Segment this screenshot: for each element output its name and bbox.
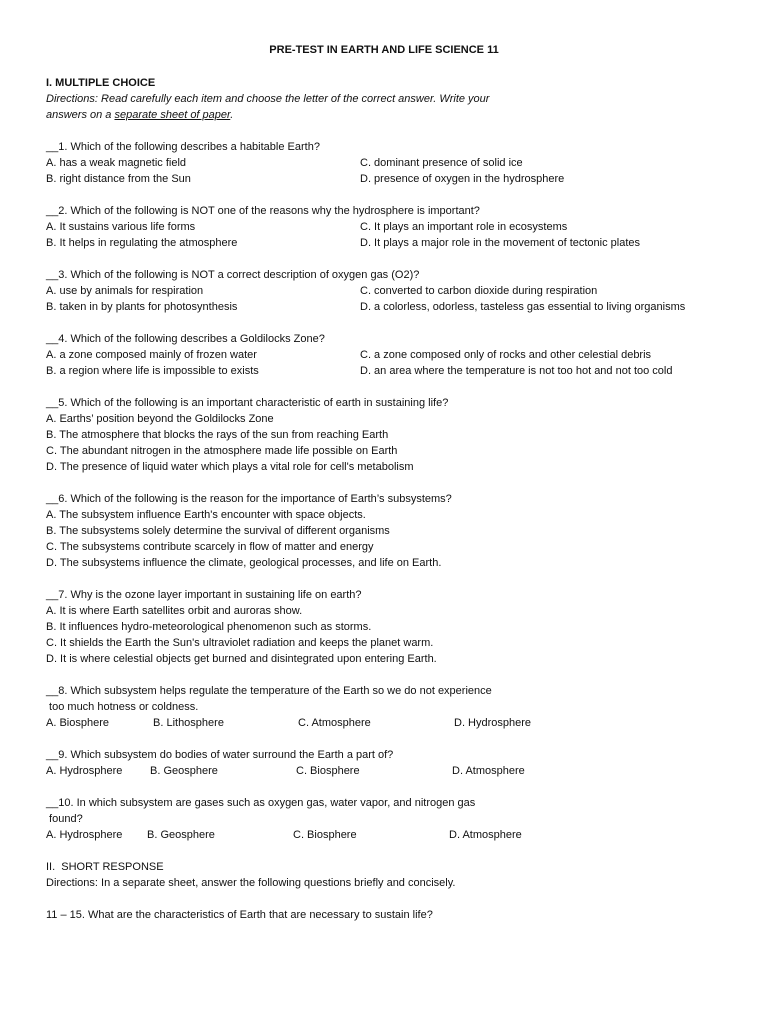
q10-option-b: B. Geosphere bbox=[147, 829, 215, 841]
q4-option-b: B. a region where life is impossible to exists bbox=[46, 365, 259, 377]
section1-directions-line1: Directions: Read carefully each item and choose the letter of the correct answer. Write your bbox=[46, 93, 490, 105]
q11-15-prompt: 11 – 15. What are the characteristics of Earth that are necessary to sustain life? bbox=[46, 909, 433, 921]
q7-stem: __7. Why is the ozone layer important in sustaining life on earth? bbox=[46, 589, 362, 601]
q3-option-d: D. a colorless, odorless, tasteless gas essential to living organisms bbox=[360, 301, 686, 313]
q7-option-c: C. It shields the Earth the Sun's ultraviolet radiation and keeps the planet warm. bbox=[46, 637, 434, 649]
q3-option-c: C. converted to carbon dioxide during respiration bbox=[360, 285, 598, 297]
q1-option-a: A. has a weak magnetic field bbox=[46, 157, 187, 169]
q10-option-d: D. Atmosphere bbox=[449, 829, 522, 841]
q7-option-b: B. It influences hydro-meteorological phenomenon such as storms. bbox=[46, 621, 372, 633]
q6-stem: __6. Which of the following is the reason for the importance of Earth’s subsystems? bbox=[46, 493, 452, 505]
q10-stem-line2: found? bbox=[46, 813, 83, 825]
q5-option-b: B. The atmosphere that blocks the rays of the sun from reaching Earth bbox=[46, 429, 389, 441]
q9-stem: __9. Which subsystem do bodies of water surround the Earth a part of? bbox=[46, 749, 394, 761]
directions-text: answers on a bbox=[46, 109, 115, 121]
q8-stem-line1: __8. Which subsystem helps regulate the temperature of the Earth so we do not experience bbox=[46, 685, 492, 697]
q1-option-c: C. dominant presence of solid ice bbox=[360, 157, 523, 169]
q4-option-a: A. a zone composed mainly of frozen water bbox=[46, 349, 257, 361]
q6-option-a: A. The subsystem influence Earth's encounter with space objects. bbox=[46, 509, 366, 521]
q6-option-b: B. The subsystems solely determine the survival of different organisms bbox=[46, 525, 390, 537]
q8-option-a: A. Biosphere bbox=[46, 717, 109, 729]
page-title: PRE-TEST IN EARTH AND LIFE SCIENCE 11 bbox=[269, 44, 499, 56]
q4-stem: __4. Which of the following describes a Goldilocks Zone? bbox=[46, 333, 325, 345]
q5-option-c: C. The abundant nitrogen in the atmosphere made life possible on Earth bbox=[46, 445, 398, 457]
q9-option-b: B. Geosphere bbox=[150, 765, 218, 777]
section2-heading: II. SHORT RESPONSE bbox=[46, 861, 164, 873]
q2-option-d: D. It plays a major role in the movement of tectonic plates bbox=[360, 237, 641, 249]
q9-option-d: D. Atmosphere bbox=[452, 765, 525, 777]
q7-option-d: D. It is where celestial objects get burned and disintegrated upon entering Earth. bbox=[46, 653, 437, 665]
separate-sheet-underlined: separate sheet of paper bbox=[114, 109, 231, 121]
q1-stem: __1. Which of the following describes a habitable Earth? bbox=[46, 141, 320, 153]
q9-option-a: A. Hydrosphere bbox=[46, 765, 123, 777]
q2-option-b: B. It helps in regulating the atmosphere bbox=[46, 237, 238, 249]
q2-option-c: C. It plays an important role in ecosystems bbox=[360, 221, 568, 233]
q2-stem: __2. Which of the following is NOT one of the reasons why the hydrosphere is important? bbox=[46, 205, 480, 217]
q5-option-d: D. The presence of liquid water which plays a vital role for cell's metabolism bbox=[46, 461, 414, 473]
q3-stem: __3. Which of the following is NOT a correct description of oxygen gas (O2)? bbox=[46, 269, 420, 281]
q8-option-b: B. Lithosphere bbox=[153, 717, 224, 729]
q10-stem-line1: __10. In which subsystem are gases such as oxygen gas, water vapor, and nitrogen gas bbox=[46, 797, 476, 809]
q1-option-d: D. presence of oxygen in the hydrosphere bbox=[360, 173, 565, 185]
q4-option-d: D. an area where the temperature is not too hot and not too cold bbox=[360, 365, 673, 377]
q5-stem: __5. Which of the following is an important characteristic of earth in sustaining life? bbox=[46, 397, 449, 409]
q4-option-c: C. a zone composed only of rocks and other celestial debris bbox=[360, 349, 652, 361]
section1-heading: I. MULTIPLE CHOICE bbox=[46, 77, 156, 89]
q6-option-c: C. The subsystems contribute scarcely in flow of matter and energy bbox=[46, 541, 374, 553]
q7-option-a: A. It is where Earth satellites orbit and auroras show. bbox=[46, 605, 303, 617]
q3-option-b: B. taken in by plants for photosynthesis bbox=[46, 301, 238, 313]
section2-directions: Directions: In a separate sheet, answer the following questions briefly and concisely. bbox=[46, 877, 456, 889]
q5-option-a: A. Earths’ position beyond the Goldilocks Zone bbox=[46, 413, 274, 425]
q2-option-a: A. It sustains various life forms bbox=[46, 221, 196, 233]
q8-option-c: C. Atmosphere bbox=[298, 717, 371, 729]
q6-option-d: D. The subsystems influence the climate, geological processes, and life on Earth. bbox=[46, 557, 442, 569]
q8-stem-line2: too much hotness or coldness. bbox=[46, 701, 199, 713]
q3-option-a: A. use by animals for respiration bbox=[46, 285, 204, 297]
section1-directions-line2 bbox=[46, 107, 233, 123]
q1-option-b: B. right distance from the Sun bbox=[46, 173, 191, 185]
q8-option-d: D. Hydrosphere bbox=[454, 717, 532, 729]
q10-option-c: C. Biosphere bbox=[293, 829, 357, 841]
directions-period: . bbox=[230, 109, 234, 121]
q10-option-a: A. Hydrosphere bbox=[46, 829, 123, 841]
q9-option-c: C. Biosphere bbox=[296, 765, 360, 777]
